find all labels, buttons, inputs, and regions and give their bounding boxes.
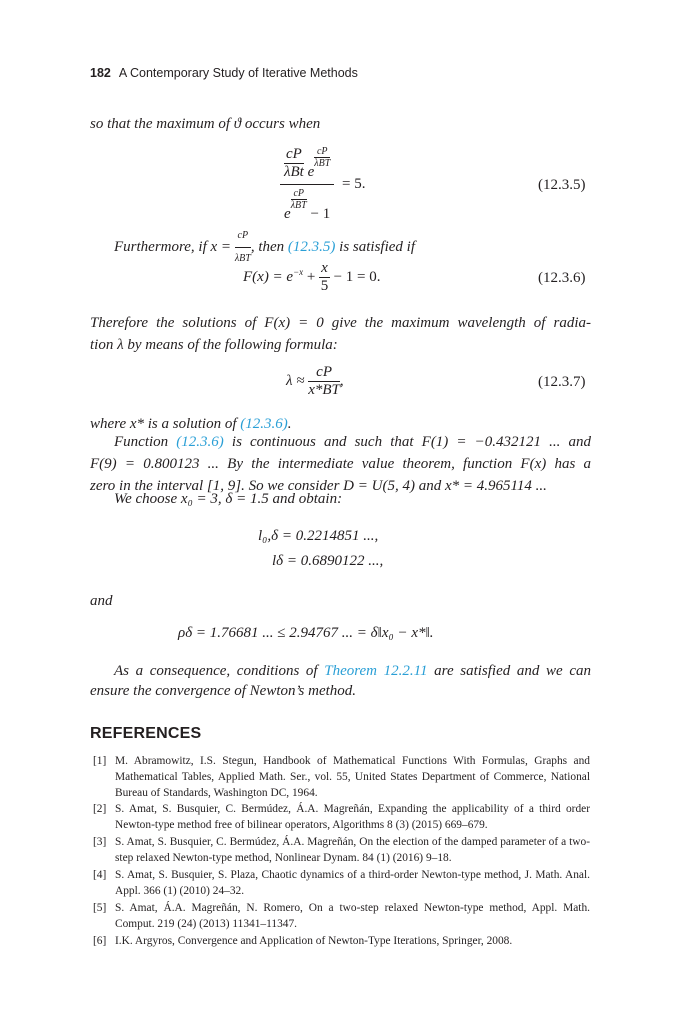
running-title: A Contemporary Study of Iterative Methods [118,66,358,80]
page-number: 182 [90,66,111,80]
eq-12-3-6-fraction [319,260,330,295]
eq-12-3-7-frac-num: cP [308,364,340,382]
para-therefore-line-1: Therefore the solutions of F(x) = 0 give the maximum wavelength of radia- [90,315,591,331]
function-1a: Function [114,434,169,450]
eq-12-3-6-plus: + [306,268,316,285]
eq-12-3-5-fraction: $\frac{cP}{\text{λBt}}$ e $^{\frac{cP}{\text{λBT}}}$ e $^{\frac{cP}{\text{λBT}}}$ − 1 [280,146,334,223]
eq-12-3-7-lhs: λ ≈ [286,372,305,389]
reference-item [93,834,590,866]
equation-12-3-6 [243,260,380,295]
reference-text: S. Amat, S. Busquier, C. Bermúdez, Á.A. Magreñán, Expanding the applicability of a third order Newton-type method free of bilinear operators, Algorithms 8 (3) (2015) 669–679. [115,803,590,831]
text-line-maximum: so that the maximum of ϑ occurs when [90,116,321,132]
eq-12-3-7-fraction [308,364,340,399]
conseq-1b: are satisfied and we can [434,663,591,679]
para-consequence-line-2: ensure the convergence of Newton’s method. [90,683,357,699]
furthermore-c: is satisfied if [339,238,415,255]
reference-number: [5] [93,902,107,914]
reference-number: [6] [93,935,107,947]
eq-12-3-6-lhs: F(x) = e [243,268,294,285]
equation-12-3-5 [280,146,365,223]
eq-12-3-6-exp: −x [293,266,304,277]
para-therefore-line-2: tion λ by means of the following formula: [90,337,338,353]
reference-number: [1] [93,755,107,767]
where-a: where x* is a solution of [90,416,237,432]
furthermore-b: , then [250,238,285,255]
eq-12-3-7-frac-den: x*BT [308,382,340,398]
eq-12-3-6-rest: − 1 = 0. [333,268,381,285]
eq-12-3-5-rhs: = 5. [342,176,366,192]
para-function-line-2: F(9) = 0.800123 ... By the intermediate value theorem, function F(x) has a [90,456,591,472]
eq-number-12-3-5: (12.3.5) [538,177,586,193]
equation-l-delta: lδ = 0.6890122 ..., [272,553,384,569]
equation-l0-delta: l₀,δ = 0.2214851 ..., [258,528,379,544]
eq-12-3-6-frac-den: 5 [320,278,329,294]
function-1b: is continuous and such that F(1) = −0.432121 ... and [231,434,592,450]
eq-number-12-3-6: (12.3.6) [538,270,586,286]
eq-12-3-5-inner-den: λBt [284,164,304,180]
eq-12-3-5-inner-num: cP [286,146,302,162]
link-eq-12-3-6-b[interactable]: (12.3.6) [176,434,224,450]
where-b: . [287,416,292,432]
reference-text: S. Amat, S. Busquier, S. Plaza, Chaotic dynamics of a third-order Newton-type method, J. Math. Anal. Appl. 366 (1) (2010) 24–32. [115,869,590,897]
references-heading: REFERENCES [90,725,202,742]
conseq-1a: As a consequence, conditions of [114,663,318,679]
furthermore-frac-num: cP [235,225,251,248]
para-function-line-1 [114,431,591,453]
reference-number: [2] [93,803,107,815]
reference-item [93,867,590,899]
link-eq-12-3-5[interactable]: (12.3.5) [287,238,336,255]
reference-text: S. Amat, S. Busquier, C. Bermúdez, Á.A. Magreñán, On the election of the damped parameter of a two-step relaxed Newton-type method, Nonlinear Dynam. 84 (1) (2016) 9–18. [115,836,590,864]
furthermore-a: Furthermore, if x = [114,238,232,255]
para-function-line-3: zero in the interval [1, 9]. So we consider D = U(5, 4) and x* = 4.965114 ... [90,478,547,494]
para-consequence-line-1 [114,660,591,682]
eq-12-3-6-frac-num: x [321,260,328,276]
reference-text: I.K. Argyros, Convergence and Application of Newton-Type Iterations, Springer, 2008. [115,935,513,947]
eq-12-3-5-den-tail: − 1 [310,206,331,222]
link-theorem-12-2-11[interactable]: Theorem 12.2.11 [324,663,428,679]
running-header [90,66,358,80]
text-and: and [90,593,113,609]
reference-number: [4] [93,869,107,881]
text-line-choose: We choose x₀ = 3, δ = 1.5 and obtain: [114,491,343,507]
equation-rho-delta: ρδ = 1.76681 ... ≤ 2.94767 ... = δ‖x₀ − x*‖. [178,625,434,641]
reference-item [93,933,590,949]
reference-number: [3] [93,836,107,848]
reference-text: S. Amat, Á.A. Magreñán, N. Romero, On a two-step relaxed Newton-type method, Appl. Math. Comput. 219 (24) (2013) 11341–11347. [115,902,590,930]
reference-item [93,753,590,801]
reference-text: M. Abramowitz, I.S. Stegun, Handbook of Mathematical Functions With Formulas, Graphs and Mathematical Tables, Applied Math. Ser., vol. 55, United States Department of Commerce, National Bureau of Standards, Washington DC, 1964. [115,755,590,799]
equation-12-3-7 [286,364,344,399]
furthermore-frac-den: λBT [234,253,251,264]
reference-item [93,900,590,932]
reference-item [93,801,590,833]
eq-12-3-7-tail: , [339,372,344,389]
eq-12-3-5-exp-num-den: λBT [314,158,331,169]
eq-12-3-5-exp-den-den: λBT [290,200,307,211]
eq-number-12-3-7: (12.3.7) [538,374,586,390]
eq-12-3-5-exp-num-num: cP [314,146,330,158]
link-eq-12-3-6-a[interactable]: (12.3.6) [240,416,288,432]
eq-12-3-5-exp-den-num: cP [291,188,307,200]
